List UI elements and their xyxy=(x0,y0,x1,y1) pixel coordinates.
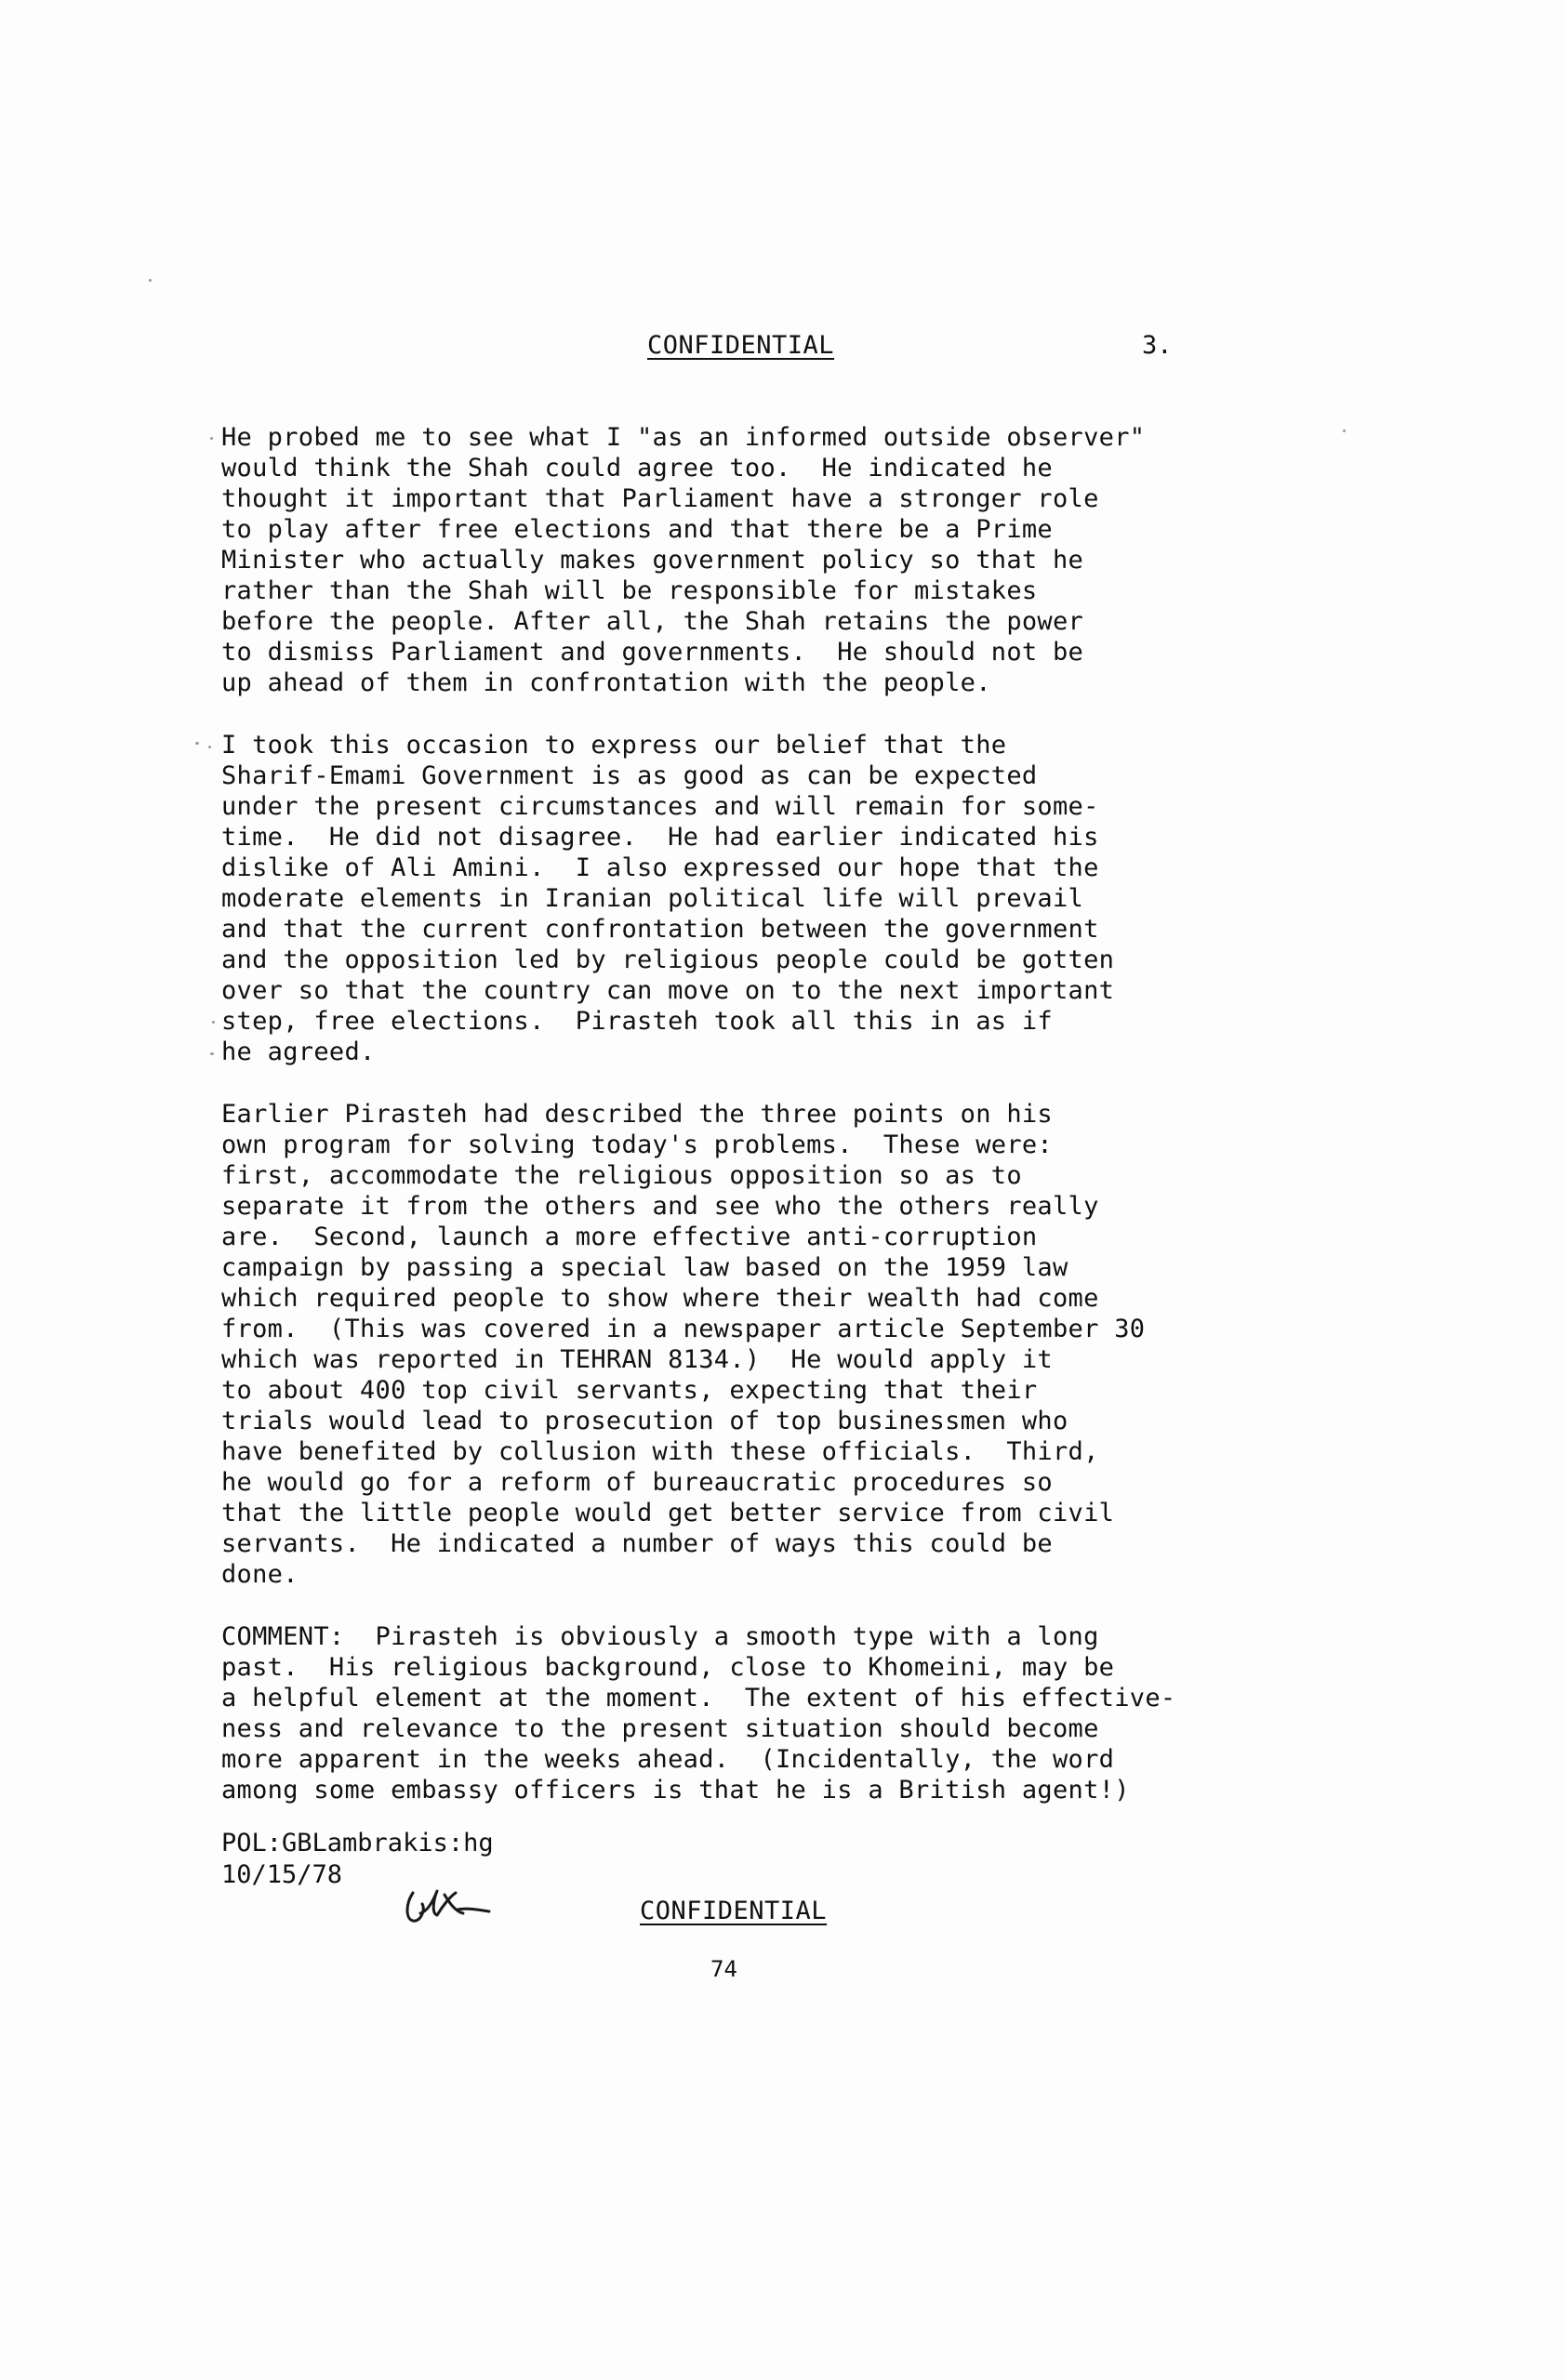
text-line: to play after free elections and that there be a Prime xyxy=(221,515,1053,544)
text-line: up ahead of them in confrontation with the people. xyxy=(221,668,991,697)
text-line: Sharif-Emami Government is as good as can be expected xyxy=(221,761,1038,790)
text-line: from. (This was covered in a newspaper article September 30 xyxy=(221,1315,1146,1343)
scan-speck xyxy=(195,742,199,745)
scan-speck xyxy=(212,1021,215,1024)
text-line: he would go for a reform of bureaucratic procedures so xyxy=(221,1468,1053,1497)
footer-page-number: 74 xyxy=(710,1956,737,1982)
paragraph-shah-role xyxy=(221,422,1356,698)
text-line: first, accommodate the religious opposition so as to xyxy=(221,1161,1022,1190)
text-line: campaign by passing a special law based on the 1959 law xyxy=(221,1253,1068,1282)
text-line: dislike of Ali Amini. I also expressed our hope that the xyxy=(221,853,1099,882)
text-line: that the little people would get better service from civil xyxy=(221,1499,1115,1527)
text-line: have benefited by collusion with these officials. Third, xyxy=(221,1437,1099,1466)
text-line: and the opposition led by religious people could be gotten xyxy=(221,945,1115,974)
paragraph-three-points xyxy=(221,1099,1356,1590)
text-line: which was reported in TEHRAN 8134.) He would apply it xyxy=(221,1345,1053,1374)
header-page-number: 3. xyxy=(1142,331,1173,360)
text-line: time. He did not disagree. He had earlier indicated his xyxy=(221,823,1099,852)
text-line: among some embassy officers is that he is a British agent!) xyxy=(221,1776,1130,1805)
text-line: step, free elections. Pirasteh took all this in as if xyxy=(221,1007,1053,1036)
text-line: rather than the Shah will be responsible for mistakes xyxy=(221,576,1038,605)
text-line: would think the Shah could agree too. He indicated he xyxy=(221,454,1053,483)
text-line: Earlier Pirasteh had described the three points on his xyxy=(221,1100,1053,1129)
handwritten-initials-signature xyxy=(400,1872,493,1928)
drafter-date: 10/15/78 xyxy=(221,1860,343,1889)
text-line: He probed me to see what I "as an informed outside observer" xyxy=(221,423,1146,452)
text-line: COMMENT: Pirasteh is obviously a smooth type with a long xyxy=(221,1622,1099,1651)
scan-speck xyxy=(210,1052,214,1055)
text-line: are. Second, launch a more effective anti-corruption xyxy=(221,1223,1038,1251)
text-line: servants. He indicated a number of ways this could be xyxy=(221,1529,1053,1558)
text-line: before the people. After all, the Shah retains the power xyxy=(221,607,1084,636)
text-line: which required people to show where their wealth had come xyxy=(221,1284,1099,1313)
footer-classification-marking: CONFIDENTIAL xyxy=(640,1897,828,1925)
text-line: and that the current confrontation between the government xyxy=(221,915,1099,944)
text-line: moderate elements in Iranian political life will prevail xyxy=(221,884,1084,913)
text-line: to about 400 top civil servants, expecting that their xyxy=(221,1376,1038,1405)
text-line: own program for solving today's problems. These were: xyxy=(221,1130,1053,1159)
drafter-line: POL:GBLambrakis:hg xyxy=(221,1829,494,1858)
scan-speck xyxy=(1343,430,1346,432)
paragraph-comment xyxy=(221,1621,1356,1805)
text-line: to dismiss Parliament and governments. He should not be xyxy=(221,638,1084,667)
text-line: ness and relevance to the present situation should become xyxy=(221,1714,1099,1743)
text-line: I took this occasion to express our belief that the xyxy=(221,731,1007,760)
paragraph-sharif-emami xyxy=(221,730,1356,1067)
text-line: trials would lead to prosecution of top businessmen who xyxy=(221,1407,1068,1435)
text-line: thought it important that Parliament have a stronger role xyxy=(221,484,1099,513)
memo-body xyxy=(221,422,1356,1837)
scan-speck xyxy=(208,746,211,748)
scan-speck xyxy=(149,279,152,282)
text-line: he agreed. xyxy=(221,1038,376,1066)
text-line: a helpful element at the moment. The extent of his effective- xyxy=(221,1684,1176,1712)
text-line: more apparent in the weeks ahead. (Incidentally, the word xyxy=(221,1745,1115,1774)
text-line: done. xyxy=(221,1560,299,1589)
text-line: under the present circumstances and will remain for some- xyxy=(221,792,1099,821)
text-line: over so that the country can move on to the next important xyxy=(221,976,1115,1005)
text-line: past. His religious background, close to Khomeini, may be xyxy=(221,1653,1115,1682)
text-line: Minister who actually makes government policy so that he xyxy=(221,546,1084,575)
text-line: separate it from the others and see who the others really xyxy=(221,1192,1099,1221)
header-classification-marking: CONFIDENTIAL xyxy=(647,331,835,360)
scan-speck xyxy=(210,437,213,440)
